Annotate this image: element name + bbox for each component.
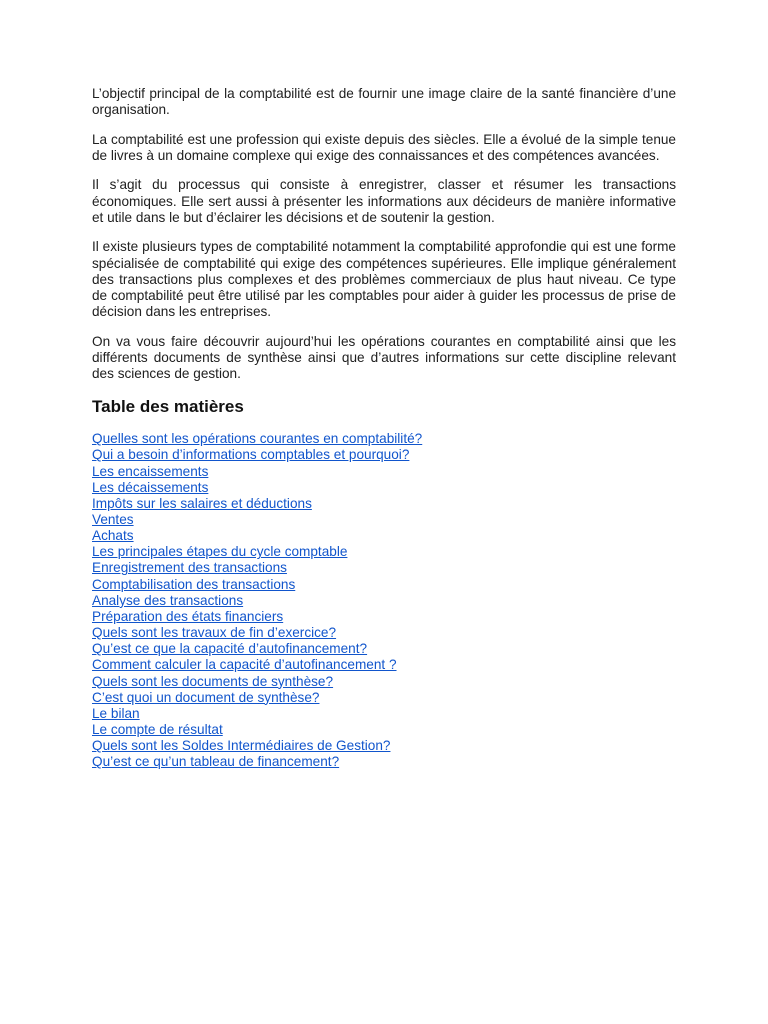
toc-item <box>92 464 676 480</box>
toc-item <box>92 544 676 560</box>
toc-item <box>92 609 676 625</box>
toc-link-ventes[interactable]: Ventes <box>92 512 134 528</box>
toc-item <box>92 512 676 528</box>
toc-link-calculer-caf[interactable]: Comment calculer la capacité d’autofinancement ? <box>92 657 397 673</box>
toc-link-documents-synthese[interactable]: Quels sont les documents de synthèse? <box>92 673 334 689</box>
toc-item <box>92 625 676 641</box>
toc-item <box>92 560 676 576</box>
intro-paragraph-1: L’objectif principal de la comptabilité est de fournir une image claire de la santé financière d’une organisation. <box>92 86 676 118</box>
toc-link-decaissements[interactable]: Les décaissements <box>92 479 209 495</box>
toc-list <box>92 431 676 770</box>
toc-item <box>92 577 676 593</box>
toc-link-enregistrement[interactable]: Enregistrement des transactions <box>92 560 287 576</box>
toc-item <box>92 528 676 544</box>
intro-paragraph-3: Il s’agit du processus qui consiste à enregistrer, classer et résumer les transactions économiques. Elle sert aussi à présenter les informations aux décideurs de manière informative et utile dans le but d’éclairer les décisions et de soutenir la gestion. <box>92 177 676 225</box>
toc-link-document-synthese[interactable]: C’est quoi un document de synthèse? <box>92 689 320 705</box>
toc-link-operations-courantes[interactable]: Quelles sont les opérations courantes en comptabilité? <box>92 431 423 447</box>
toc-item <box>92 480 676 496</box>
toc-item <box>92 722 676 738</box>
toc-link-preparation-etats[interactable]: Préparation des états financiers <box>92 608 284 624</box>
toc-link-comptabilisation[interactable]: Comptabilisation des transactions <box>92 576 296 592</box>
toc-item <box>92 738 676 754</box>
toc-link-capacite-autofinancement[interactable]: Qu’est ce que la capacité d’autofinancement? <box>92 641 368 657</box>
toc-item <box>92 754 676 770</box>
intro-paragraph-2: La comptabilité est une profession qui existe depuis des siècles. Elle a évolué de la simple tenue de livres à un domaine complexe qui exige des connaissances et des compétences avancées. <box>92 131 676 163</box>
toc-link-encaissements[interactable]: Les encaissements <box>92 463 209 479</box>
toc-link-achats[interactable]: Achats <box>92 528 134 544</box>
toc-item <box>92 593 676 609</box>
toc-link-bilan[interactable]: Le bilan <box>92 705 140 721</box>
intro-paragraph-4: Il existe plusieurs types de comptabilité notamment la comptabilité approfondie qui est une forme spécialisée de comptabilité qui exige des compétences supérieures. Elle implique généralement des transactions plus complexes et des problèmes commerciaux de plus haut niveau. Ce type de comptabilité peut être utilisé par les comptables pour aider à guider les processus de prise de décision dans les entreprises. <box>92 239 676 320</box>
toc-link-etapes-cycle[interactable]: Les principales étapes du cycle comptable <box>92 544 348 560</box>
intro-paragraph-5: On va vous faire découvrir aujourd’hui les opérations courantes en comptabilité ainsi que les différents documents de synthèse ainsi que d’autres informations sur cette discipline relevant des sciences de gestion. <box>92 333 676 382</box>
toc-item <box>92 690 676 706</box>
toc-item <box>92 447 676 463</box>
toc-item <box>92 657 676 673</box>
toc-link-tableau-financement[interactable]: Qu’est ce qu’un tableau de financement? <box>92 754 340 770</box>
toc-item <box>92 496 676 512</box>
toc-link-impots-salaires[interactable]: Impôts sur les salaires et déductions <box>92 495 312 511</box>
toc-link-qui-a-besoin[interactable]: Qui a besoin d’informations comptables et pourquoi? <box>92 447 410 463</box>
toc-heading: Table des matières <box>92 397 244 417</box>
toc-item <box>92 674 676 690</box>
toc-item <box>92 706 676 722</box>
toc-link-travaux-fin-exercice[interactable]: Quels sont les travaux de fin d’exercice? <box>92 625 337 641</box>
toc-link-compte-resultat[interactable]: Le compte de résultat <box>92 722 223 738</box>
toc-item <box>92 641 676 657</box>
toc-link-analyse[interactable]: Analyse des transactions <box>92 592 244 608</box>
toc-item <box>92 431 676 447</box>
toc-link-soldes-intermediaires[interactable]: Quels sont les Soldes Intermédiaires de Gestion? <box>92 738 391 754</box>
